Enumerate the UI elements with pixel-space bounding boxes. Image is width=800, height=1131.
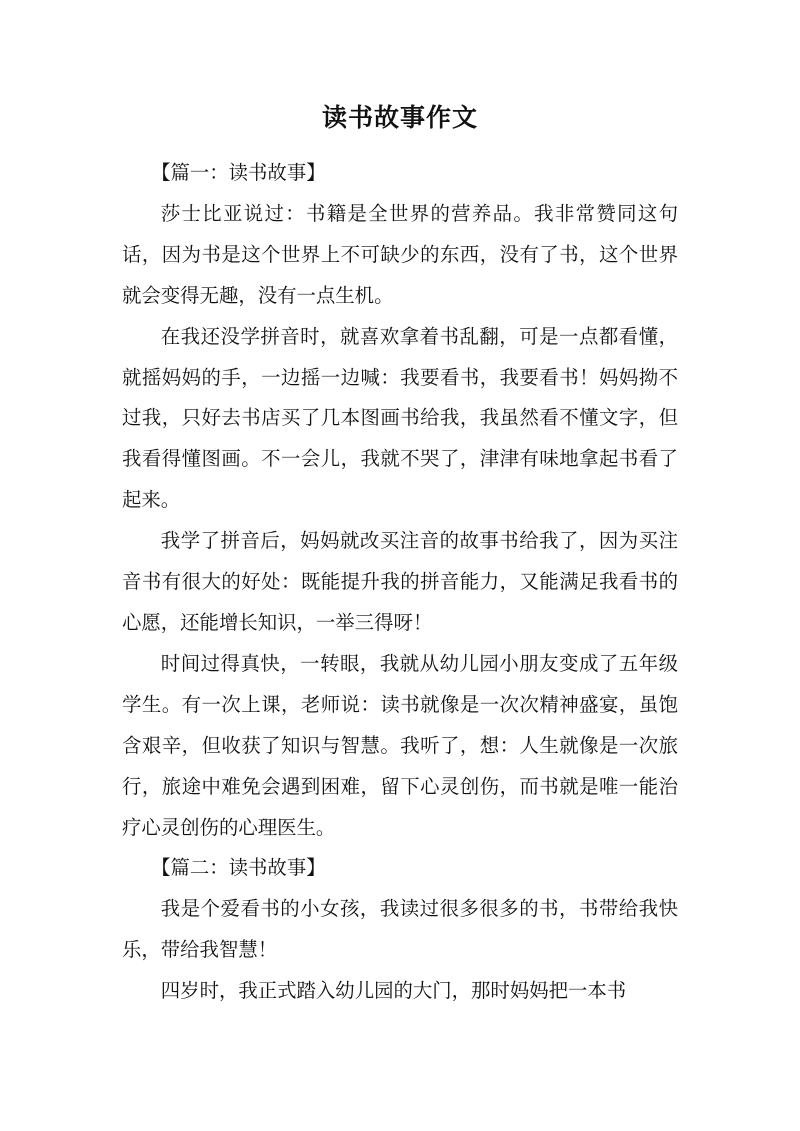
document-title: 读书故事作文: [321, 103, 478, 132]
paragraph: 我是个爱看书的小女孩，我读过很多很多的书，书带给我快乐，带给我智慧！: [122, 897, 678, 962]
document-body: [122, 153, 678, 1012]
paragraph: 时间过得真快，一转眼，我就从幼儿园小朋友变成了五年级学生。有一次上课，老师说：读书就像是一次次精神盛宴，虽饱含艰辛，但收获了知识与智慧。我听了，想：人生就像是一次旅行，旅途中难免会遇到困难，留下心灵创伤，而书就是唯一能治疗心灵创伤的心理医生。: [122, 651, 678, 839]
paragraph: 四岁时，我正式踏入幼儿园的大门，那时妈妈把一本书: [160, 979, 627, 1003]
paragraph: 我学了拼音后，妈妈就改买注音的故事书给我了，因为买注音书有很大的好处：既能提升我的拼音能力，又能满足我看书的心愿，还能增长知识，一举三得呀！: [122, 529, 678, 634]
paragraph: 在我还没学拼音时，就喜欢拿着书乱翻，可是一点都看懂，就摇妈妈的手，一边摇一边喊：我要看书，我要看书！妈妈拗不过我，只好去书店买了几本图画书给我，我虽然看不懂文字，但我看得懂图画。不一会儿，我就不哭了，津津有味地拿起书看了起来。: [122, 324, 678, 512]
paragraph: 莎士比亚说过：书籍是全世界的营养品。我非常赞同这句话，因为书是这个世界上不可缺少的东西，没有了书，这个世界就会变得无趣，没有一点生机。: [122, 201, 678, 307]
section-heading-2: 【篇二：读书故事】: [151, 856, 326, 880]
section-heading-1: 【篇一：读书故事】: [151, 161, 326, 184]
